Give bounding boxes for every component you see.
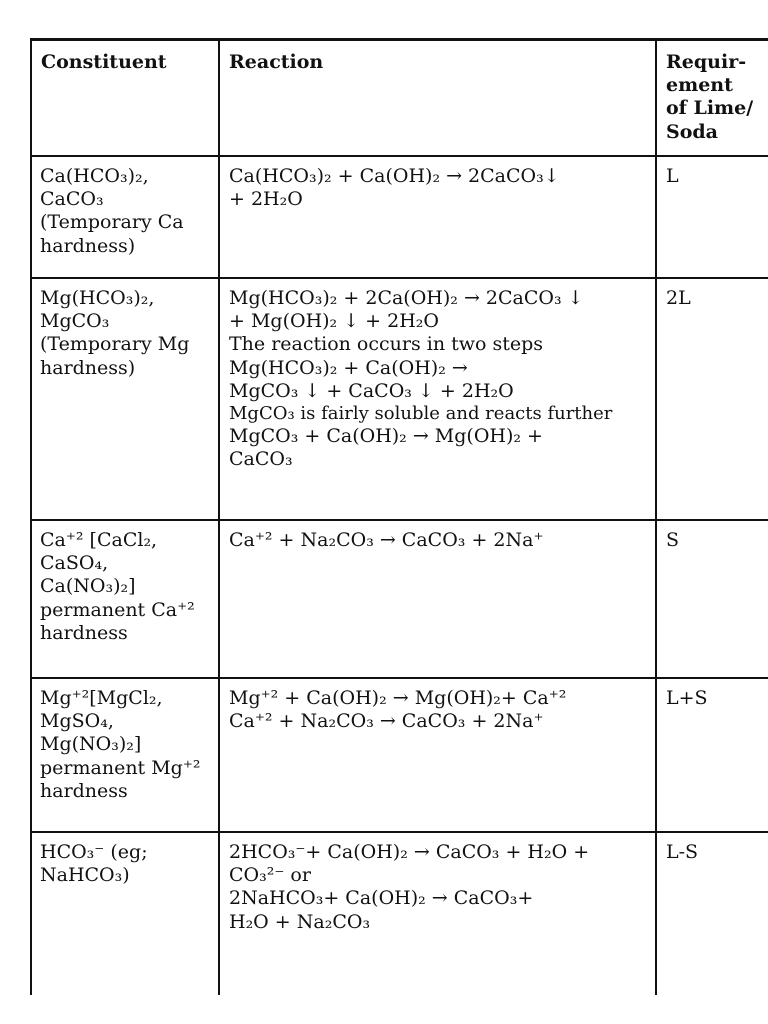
reaction-line: CO₃²⁻ or [229,864,311,887]
reaction-line: Mg(HCO₃)₂ + 2Ca(OH)₂ → 2CaCO₃ ↓ [229,287,584,309]
header-requirement-line: Soda [666,120,718,143]
table-row [31,278,768,520]
requirement-cell: L [656,156,768,278]
reaction-line: Mg(HCO₃)₂ + Ca(OH)₂ → [229,356,468,379]
reaction-line: Mg⁺² + Ca(OH)₂ → Mg(OH)₂+ Ca⁺² [229,687,567,709]
header-row [31,40,768,157]
constituent-line: CaSO₄, [40,552,109,575]
constituent-line: (Temporary Mg [40,333,190,356]
reaction-line: Ca⁺² + Na₂CO₃ → CaCO₃ + 2Na⁺ [229,710,544,733]
constituent-line: CaCO₃ [40,188,104,211]
constituent-line: NaHCO₃) [40,864,130,887]
reaction-line: 2HCO₃⁻+ Ca(OH)₂ → CaCO₃ + H₂O + [229,841,590,863]
table-row [31,520,768,678]
requirement-cell: S [656,520,768,678]
constituent-line: HCO₃⁻ (eg; [40,841,148,863]
table-row [31,832,768,995]
reaction-line: Ca⁺² + Na₂CO₃ → CaCO₃ + 2Na⁺ [229,529,544,551]
constituent-line: permanent Mg⁺² [40,756,201,779]
reaction-line: H₂O + Na₂CO₃ [229,910,371,933]
constituent-line: hardness) [40,356,136,379]
constituent-line: (Temporary Ca [40,211,184,234]
constituent-line: Ca(HCO₃)₂, [40,165,149,187]
header-requirement-line: Requir- [666,51,747,73]
constituent-line: Ca⁺² [CaCl₂, [40,529,158,551]
requirement-cell: L+S [656,678,768,832]
constituent-line: hardness [40,779,128,802]
reaction-line: MgCO₃ ↓ + CaCO₃ ↓ + 2H₂O [229,379,514,402]
header-reaction: Reaction [219,40,656,157]
reaction-cell [219,520,656,678]
constituent-cell [31,278,219,520]
constituent-line: permanent Ca⁺² [40,598,195,621]
reaction-line: Ca(HCO₃)₂ + Ca(OH)₂ → 2CaCO₃↓ [229,165,560,187]
table-row [31,156,768,278]
constituent-line: Mg(NO₃)₂] [40,733,142,756]
reaction-line: 2NaHCO₃+ Ca(OH)₂ → CaCO₃+ [229,887,534,910]
reaction-line: CaCO₃ [229,447,293,470]
constituent-cell [31,520,219,678]
constituent-line: MgCO₃ [40,310,110,333]
reaction-cell [219,832,656,995]
reaction-line: + Mg(OH)₂ ↓ + 2H₂O [229,310,439,333]
header-requirement-line: ement [666,74,733,97]
constituent-line: MgSO₄, [40,710,114,733]
requirement-cell: 2L [656,278,768,520]
reaction-line: The reaction occurs in two steps [229,333,544,356]
header-requirement [656,40,768,157]
constituent-line: Mg(HCO₃)₂, [40,287,155,309]
constituent-line: Mg⁺²[MgCl₂, [40,687,163,709]
header-requirement-line: of Lime/ [666,97,754,120]
constituent-cell [31,678,219,832]
constituent-line: hardness [40,621,128,644]
reaction-line: MgCO₃ + Ca(OH)₂ → Mg(OH)₂ + [229,424,543,447]
reaction-cell [219,678,656,832]
reaction-cell [219,156,656,278]
reaction-cell [219,278,656,520]
constituent-line: hardness) [40,234,136,257]
constituent-cell [31,156,219,278]
header-constituent: Constituent [31,40,219,157]
requirement-cell: L-S [656,832,768,995]
lime-soda-table [30,38,768,995]
constituent-cell [31,832,219,995]
reaction-line: + 2H₂O [229,188,303,211]
constituent-line: Ca(NO₃)₂] [40,575,136,598]
reaction-line: MgCO₃ is fairly soluble and reacts further [229,402,613,424]
table-row [31,678,768,832]
